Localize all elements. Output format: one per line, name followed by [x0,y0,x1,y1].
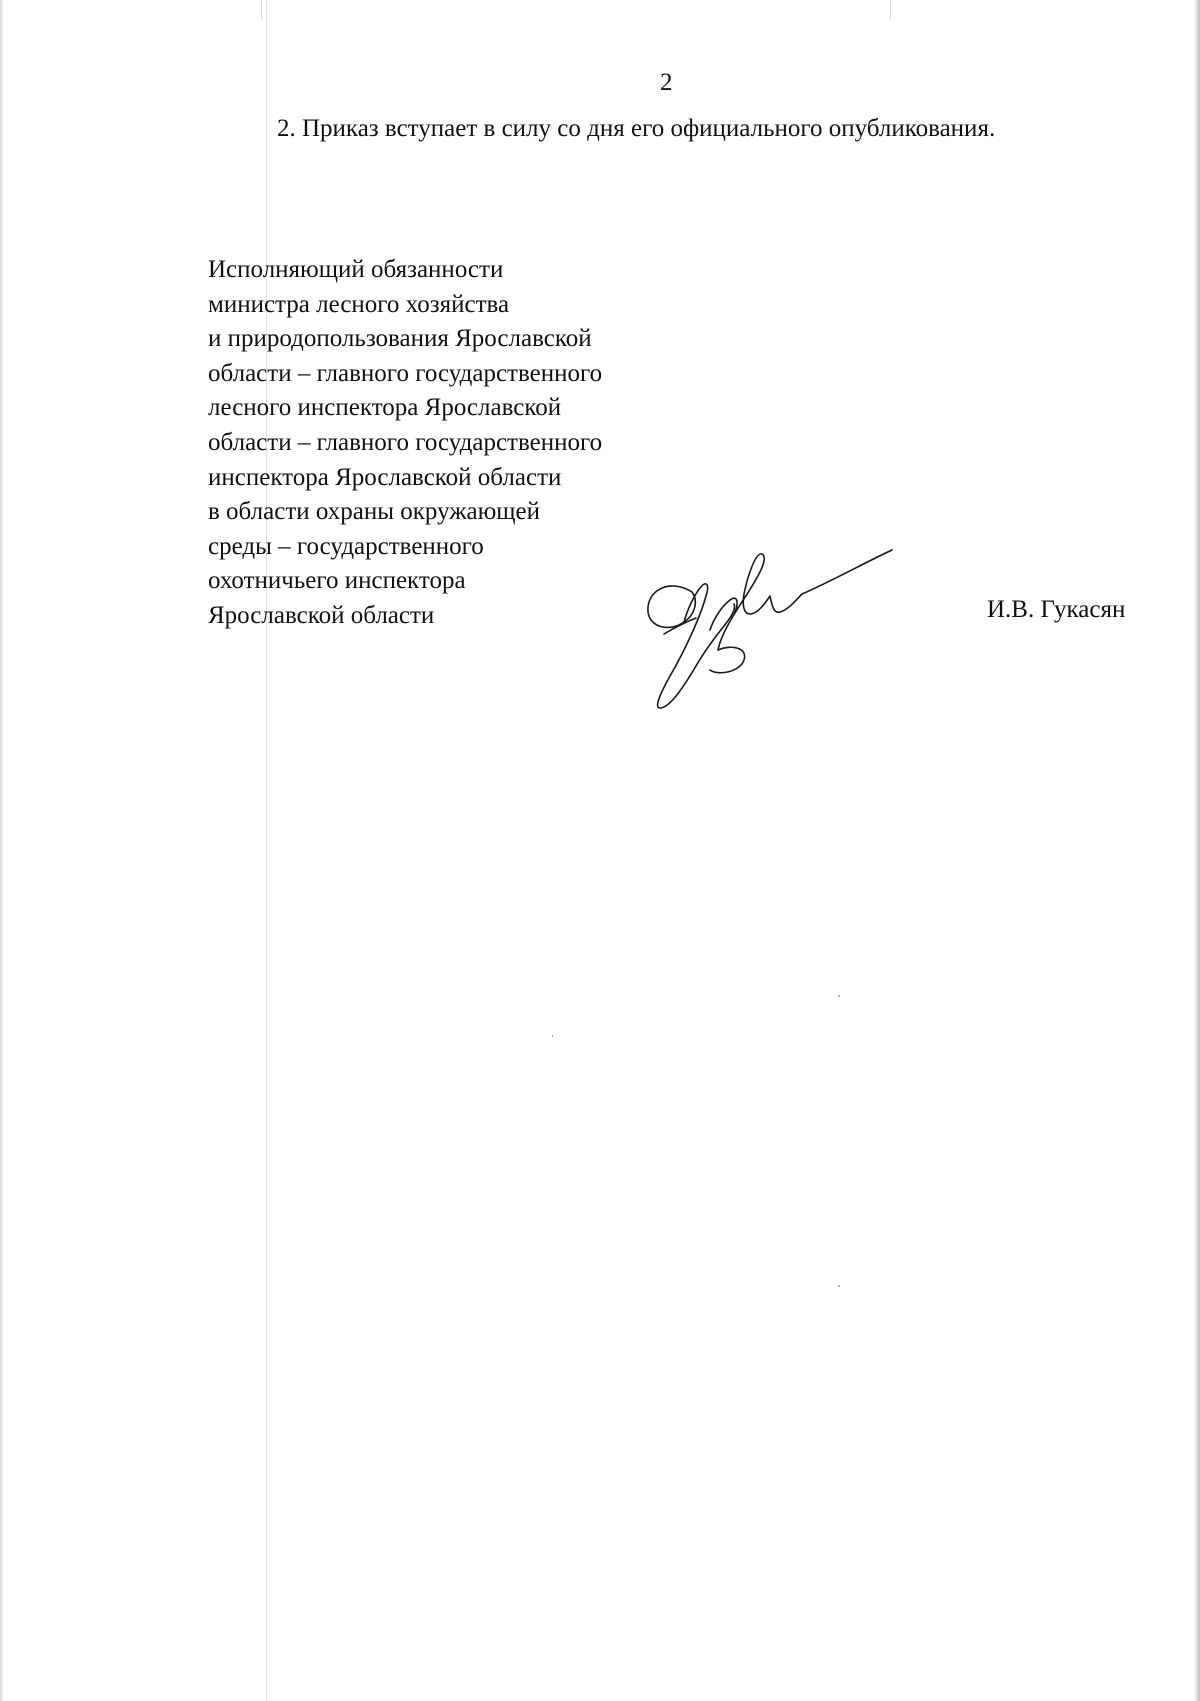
scan-fold-line-right [890,0,891,20]
signer-name: И.В. Гукасян [987,596,1126,623]
scan-speck [552,1035,553,1037]
scan-speck [838,1285,840,1287]
order-effective-date-paragraph: 2. Приказ вступает в силу со дня его официального опубликования. [277,115,996,142]
page-number: 2 [660,69,673,96]
signatory-title-line: среды – государственного [208,532,484,560]
signatory-title-line: лесного инспектора Ярославской [208,394,562,422]
signatory-title-line: Исполняющий обязанности [208,256,504,283]
signatory-title-line: министра лесного хозяйства [208,290,510,318]
handwritten-signature-icon [640,548,900,718]
signatory-title-line: области – главного государственного [208,428,603,456]
signatory-title-line: и природопользования Ярославской [208,325,592,353]
signatory-title-line: области – главного государственного [208,359,603,387]
scan-edge-right [1194,0,1200,1701]
signatory-title-line: инспектора Ярославской области [208,463,562,491]
scan-edge-left [0,0,4,1701]
scan-fold-line-top [261,0,262,20]
signatory-title-block [208,253,602,634]
signatory-title-line: в области охраны окружающей [208,498,541,526]
scan-speck [838,995,840,997]
signatory-title-line: Ярославской области [208,601,435,629]
signatory-title-line: охотничьего инспектора [208,567,466,595]
